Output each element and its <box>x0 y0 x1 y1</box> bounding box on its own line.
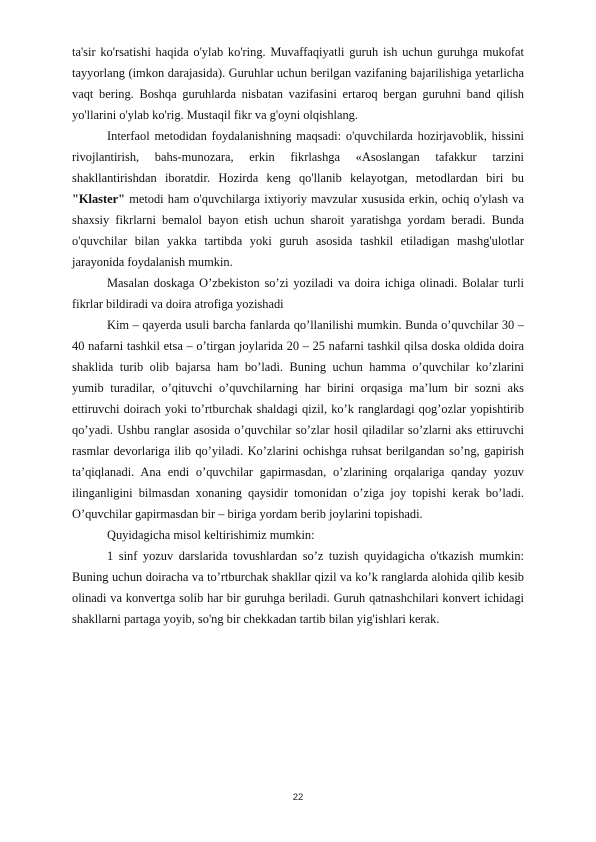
paragraph-uzbekistan-example: Masalan doskaga O’zbekiston so’zi yoziladi va doira ichiga olinadi. Bolalar turli fikrlar bildiradi va doira atrofiga yozishadi <box>72 276 524 311</box>
paragraph-kim-qayerda-method: Kim – qayerda usuli barcha fanlarda qo’llanilishi mumkin. Bunda o’quvchilar 30 – 40 nafarni tashkil etsa – o’tirgan joylarida 20 – 25 nafarni tashkil qilsa doska oldida doira shaklida turib olib bajarsa ham bo’ladi. Buning uchun hamma o’quvchilar ko’zlarini yumib turadilar, o’qituvchi o’quvchilarning har birini orqasiga ma’lum bir sozni aks ettiruvchi doirach yoki to’rtburchak shaldagi qizil, ko’k ranglardagi qog’ozlar yopishtirib qo’yadi. Ushbu ranglar asosida o’quvchilar so’zlar hosil qiladilar so’zlarni aks ettiruvchi rasmlar devorlariga ilib qo’yiladi. Ko’zlarini ochishga ruhsat berilgandan so’ng, gapirish ta’qiqlanadi. Ana endi o’quvchilar gapirmasdan, o’zlarining orqalariga qanday yozuv ilinganligini bilmasdan xonaning qaysidir tomonidan o’ziga joy topishi kerak bo’ladi. O’quvchilar gapirmasdan bir – biriga yordam berib joylarini topishadi. <box>72 318 524 521</box>
klaster-term: "Klaster" <box>72 192 125 206</box>
page-number: 22 <box>292 792 304 803</box>
document-page <box>72 42 524 630</box>
paragraph-example-intro: Quyidagicha misol keltirishimiz mumkin: <box>107 528 315 542</box>
paragraph-first-grade-example: 1 sinf yozuv darslarida tovushlardan so’z tuzish quyidagicha o'tkazish mumkin: Buning uchun doiracha va to’rtburchak shakllar qizil va ko’k ranglarda alohida qilib kesib olinadi va konvertga solib har bir guruhga beriladi. Guruh qatnashchilari konvert ichidagi shakllarni partaga yoyib, so'ng bir chekkadan tartib bilan yig'ishlari kerak. <box>72 549 524 626</box>
paragraph-group-work-tips: ta'sir ko'rsatishi haqida o'ylab ko'ring. Muvaffaqiyatli guruh ish uchun guruhga mukofat tayyorlang (imkon darajasida). Guruhlar uchun berilgan vazifaning bajarilishiga yetarlicha vaqt bering. Boshqa guruhlarda nisbatan vazifasini ertaroq bergan guruhni band qilish yo'llarini o'ylab ko'rig. Mustaqil fikr va g'oyni olqishlang. <box>72 45 524 122</box>
paragraph-klaster-method <box>72 126 524 273</box>
klaster-text-after: metodi ham o'quvchilarga ixtiyoriy mavzular xususida erkin, ochiq o'ylash va shaxsiy fikrlarni bemalol bayon etish uchun sharoit yaratishga yordam beradi. Bunda o'quvchilar bilan yakka tartibda yoki guruh asosida tashkil etiladigan mashg'ulotlar jarayonida foydalanish mumkin. <box>72 192 524 269</box>
klaster-text-before: Interfaol metodidan foydalanishning maqsadi: o'quvchilarda hozirjavoblik, hissini rivojlantirish, bahs-munozara, erkin fikrlashga «Asoslangan tafakkur tarzini shakllantirishdan iboratdir. Hozirda keng qo'llanib kelayotgan, metodlardan biri bu <box>72 129 524 185</box>
